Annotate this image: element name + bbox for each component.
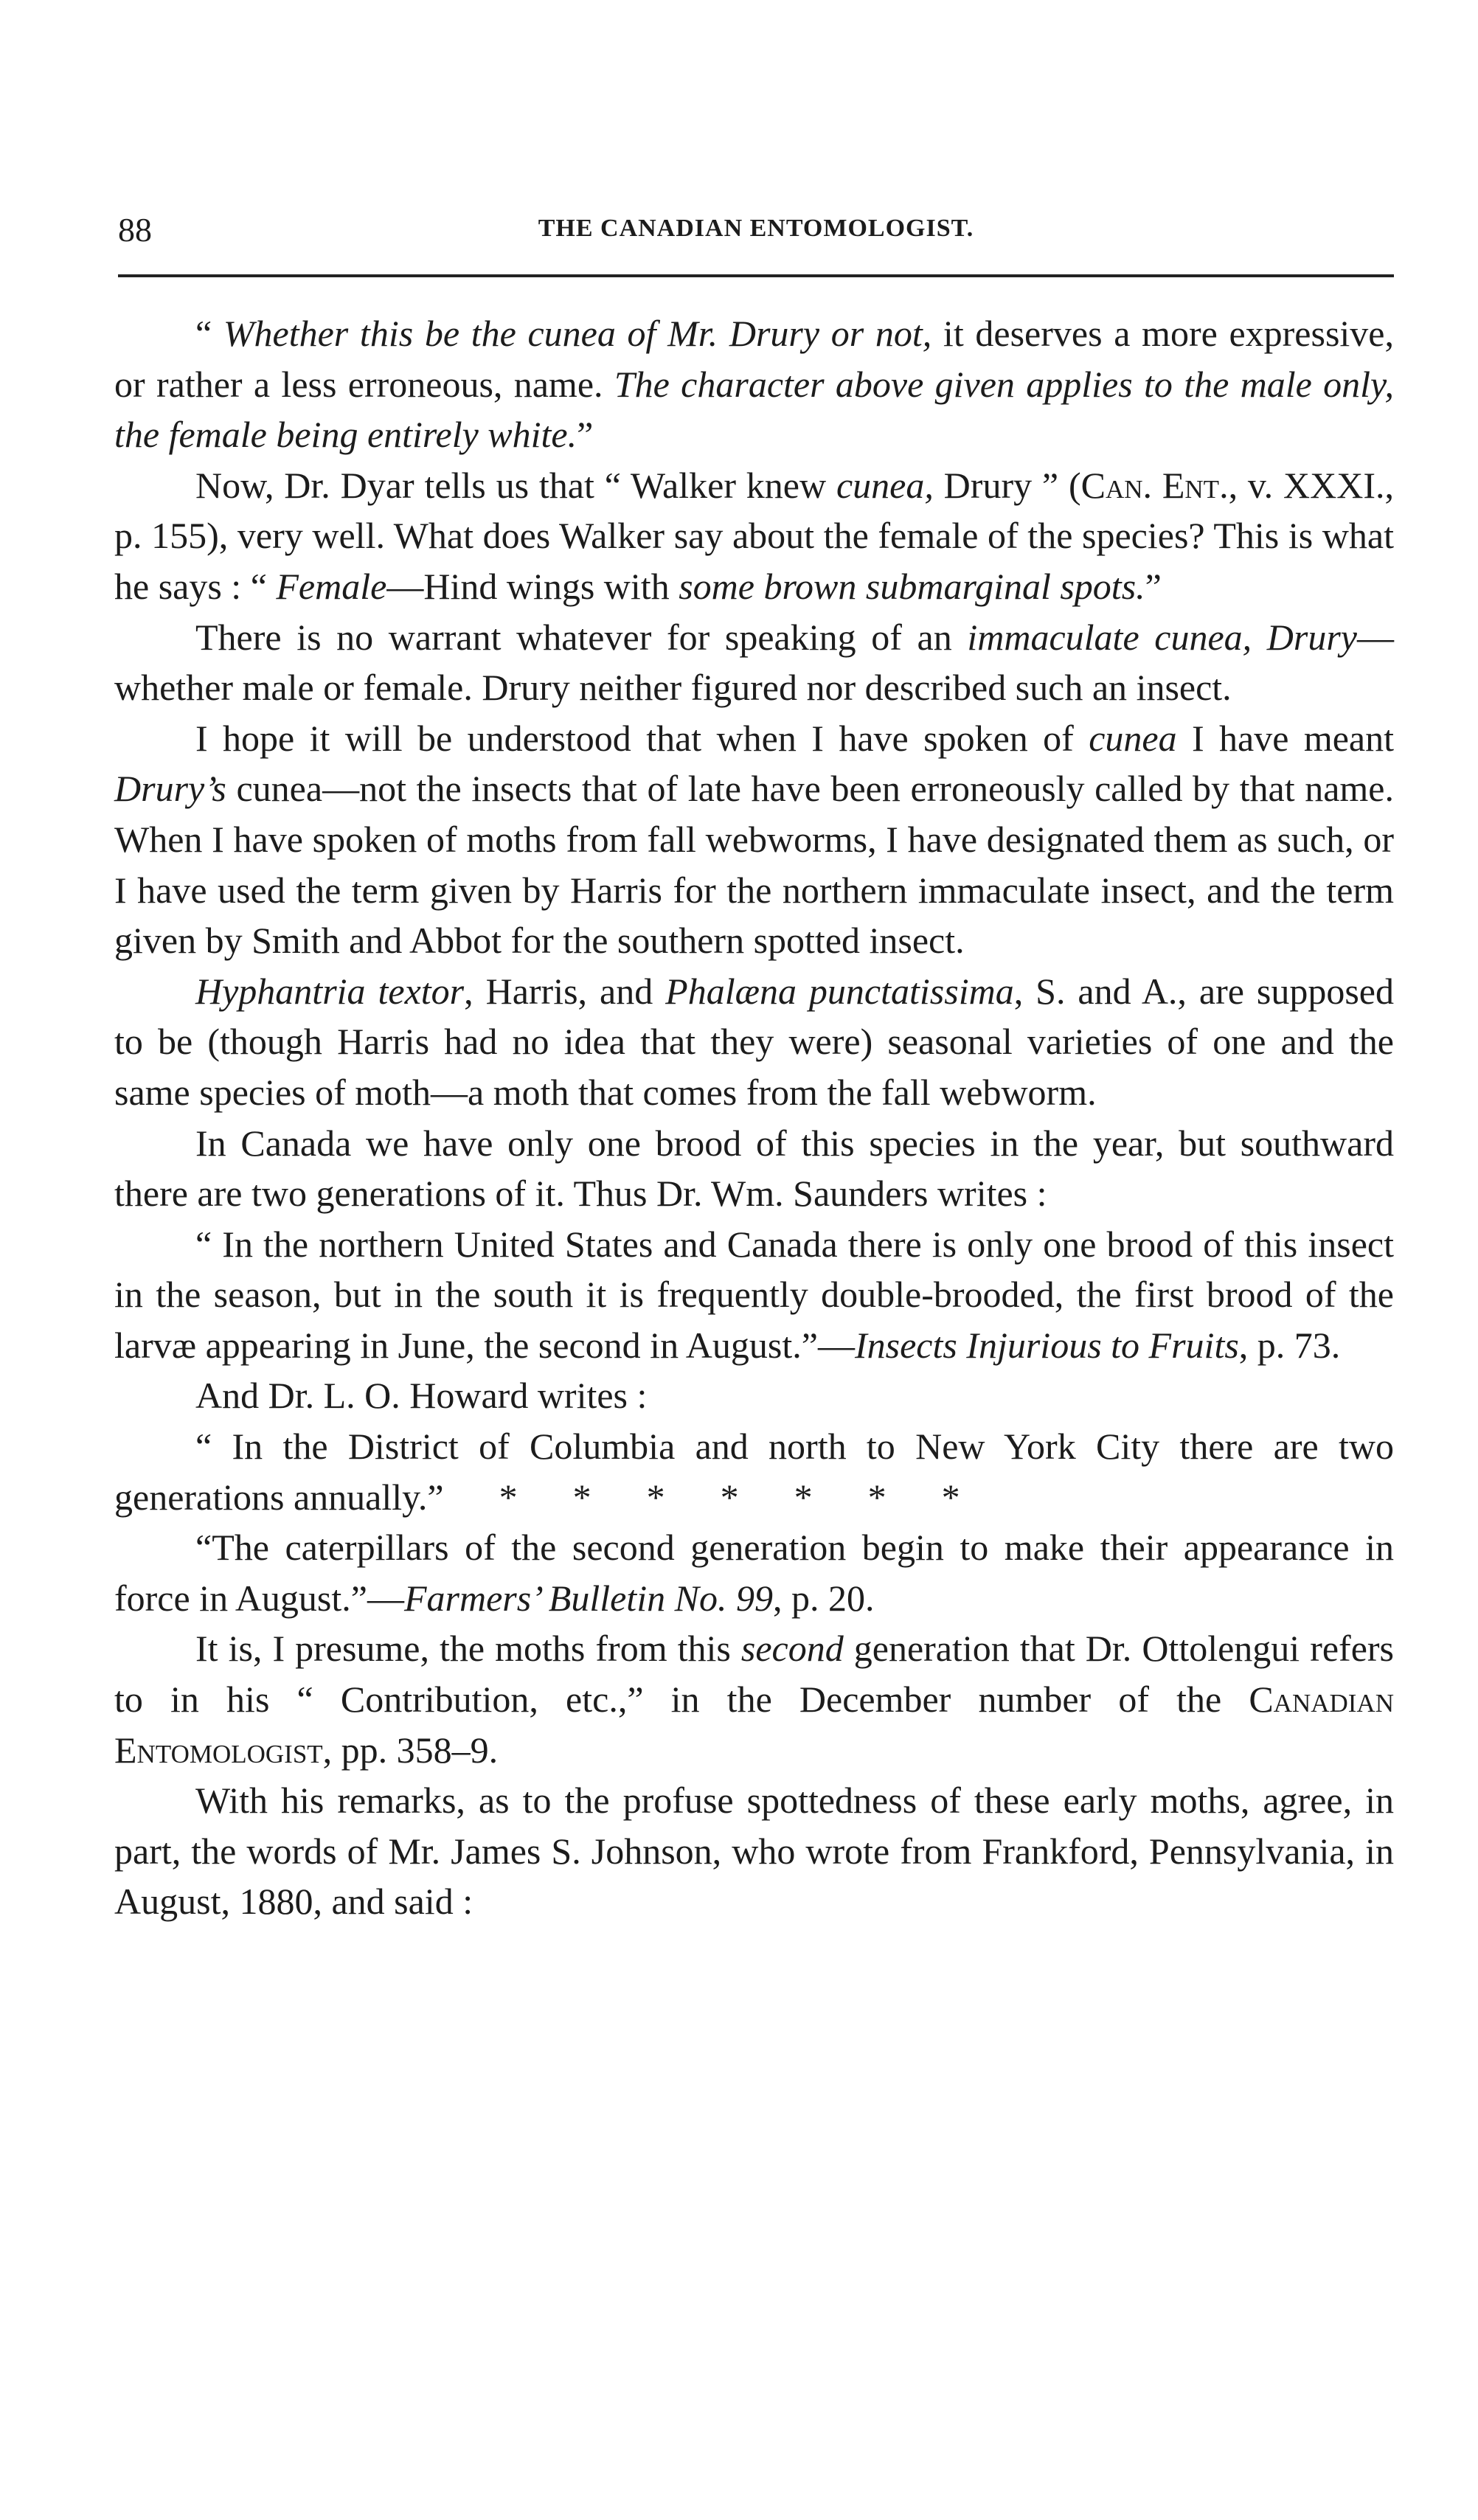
text-run: —whether male or female. Drury neither figured nor described such an insect. <box>114 616 1394 709</box>
italic-text: immaculate cunea, Drury <box>967 616 1357 658</box>
page-header <box>118 210 1394 254</box>
text-run: , v. XXXI., p. 155), very well. What does Walker say about the female of the species? This is what he says : “ <box>114 464 1394 607</box>
text-run: , pp. 358–9. <box>322 1729 499 1771</box>
italic-text: Farmers’ Bulletin No. 99 <box>403 1577 773 1619</box>
page-number: 88 <box>118 211 152 249</box>
italic-text: Insects Injurious to Fruits <box>854 1324 1239 1366</box>
paragraph <box>114 1775 1394 1927</box>
text-run: it deserves a more expressive, or rather a less erroneous, name. <box>114 313 1395 405</box>
paragraph <box>114 1118 1394 1219</box>
paragraph <box>114 966 1394 1118</box>
body-text <box>114 308 1394 1927</box>
text-run: , S. and A., are supposed to be (though Harris had no idea that they were) seasonal varieties of one and the same species of moth—a moth that comes from the fall webworm. <box>114 970 1394 1113</box>
text-run: , Harris, and <box>464 970 666 1012</box>
text-run: There is no warrant whatever for speaking of an <box>195 616 968 658</box>
text-run: And Dr. L. O. Howard writes : <box>195 1375 648 1417</box>
text-run: In Canada we have only one brood of this species in the year, but southward there are two generations of it. Thus Dr. Wm. Saunders writes : <box>114 1122 1394 1215</box>
italic-text: cunea, <box>836 464 934 506</box>
text-run: ” <box>1145 565 1162 607</box>
text-run: With his remarks, as to the profuse spottedness of these early moths, agree, in part, the words of Mr. James S. Johnson, who wrote from Frankford, Pennsylvania, in August, 1880, and said : <box>114 1780 1394 1923</box>
paragraph <box>114 460 1394 612</box>
small-caps-text: Can. Ent. <box>1080 464 1229 506</box>
italic-text: cunea <box>1089 717 1177 759</box>
text-run: Now, Dr. Dyar tells us that “ Walker knew <box>195 464 836 506</box>
paragraph <box>114 1421 1394 1522</box>
paragraph <box>114 612 1394 713</box>
text-run: —Hind wings with <box>386 565 679 607</box>
text-run: “ In the District of Columbia and north to New York City there are two generations annually.” * * * * * * * <box>114 1426 1394 1518</box>
italic-text: Hyphantria textor <box>195 970 465 1012</box>
small-caps-text: Canadian Entomologist <box>114 1679 1394 1771</box>
paragraph <box>114 1370 1394 1421</box>
italic-text: The character above given applies to the male only, the female being entirely white. <box>114 363 1394 456</box>
text-run: It is, I presume, the moths from this <box>195 1628 741 1670</box>
paragraph <box>114 1623 1394 1775</box>
italic-text: some brown submarginal spots. <box>679 565 1145 607</box>
running-head: THE CANADIAN ENTOMOLOGIST. <box>538 215 974 242</box>
italic-text: Whether this be the cunea of Mr. Drury or not, <box>223 313 932 354</box>
text-run: Drury ” ( <box>933 464 1081 506</box>
text-run: “ In the northern United States and Canada there is only one brood of this insect in the season, but in the south it is frequently double-brooded, the first brood of the larvæ appearing in June, the second in August.”— <box>114 1223 1394 1366</box>
text-run: I hope it will be understood that when I have spoken of <box>195 717 1089 759</box>
italic-text: Phalæna punctatissima <box>665 970 1014 1012</box>
text-run: “ <box>195 313 223 354</box>
header-rule <box>118 274 1394 277</box>
text-run: , p. 20. <box>772 1577 875 1619</box>
paragraph <box>114 308 1394 460</box>
italic-text: Drury’s <box>114 768 226 810</box>
paragraph <box>114 713 1394 966</box>
text-run: , p. 73. <box>1238 1324 1341 1366</box>
paragraph <box>114 1522 1394 1623</box>
paragraph <box>114 1219 1394 1371</box>
italic-text: Female <box>276 565 387 607</box>
italic-text: second <box>740 1628 844 1670</box>
text-run: ” <box>577 414 594 456</box>
text-run: I have meant <box>1176 717 1395 759</box>
text-run: “The caterpillars of the second generation begin to make their appearance in force in August.”— <box>114 1527 1394 1619</box>
text-run: generation that Dr. Ottolengui refers to in his “ Contribution, etc.,” in the December number of the <box>114 1628 1395 1721</box>
text-run: cunea—not the insects that of late have been erroneously called by that name. When I have spoken of moths from fall webworms, I have designated them as such, or I have used the term given by Harris for the northern immaculate insect, and the term given by Smith and Abbot for the southern spotted insect. <box>114 768 1394 962</box>
